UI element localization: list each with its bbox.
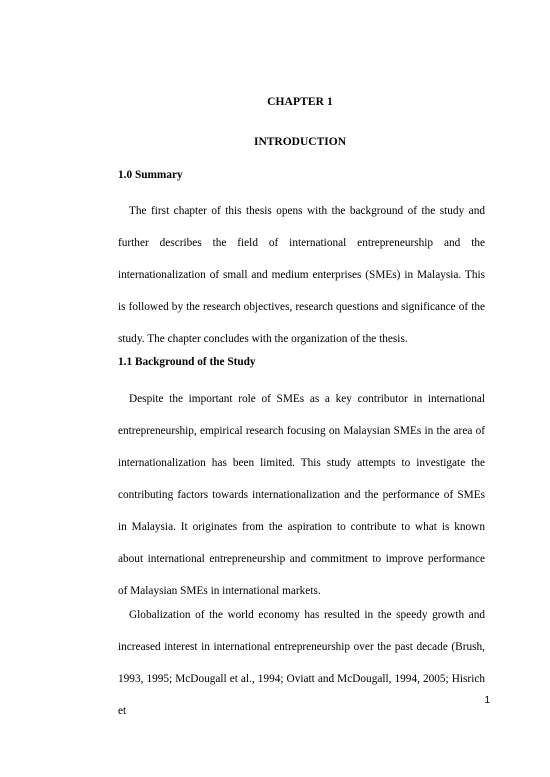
section-heading-summary: 1.0 Summary xyxy=(118,169,183,181)
summary-paragraph: The first chapter of this thesis opens with the background of the study and further describes the field of international entrepreneurship and the internationalization of small and medium enterprises (SMEs) in Malaysia. This is followed by the research objectives, research questions and significance of the study. The chapter concludes with the organization of the thesis. xyxy=(118,205,485,345)
section-heading-background: 1.1 Background of the Study xyxy=(118,356,256,368)
chapter-label: CHAPTER 1 xyxy=(267,96,333,108)
background-paragraph-1: Despite the important role of SMEs as a key contributor in international entrepreneurship, empirical research focusing on Malaysian SMEs in the area of internationalization has been limited. This study attempts to investigate the contributing factors towards internationalization and the performance of SMEs in Malaysia. It originates from the aspiration to contribute to what is known about international entrepreneurship and commitment to improve performance of Malaysian SMEs in international markets. xyxy=(118,393,485,597)
background-paragraph-2: Globalization of the world economy has resulted in the speedy growth and increased interest in international entrepreneurship over the past decade (Brush, 1993, 1995; McDougall et al., 1994; Oviatt and McDougall, 1994, 2005; Hisrich et xyxy=(118,609,485,717)
chapter-title: INTRODUCTION xyxy=(253,136,346,148)
page-number: 1 xyxy=(484,695,490,706)
